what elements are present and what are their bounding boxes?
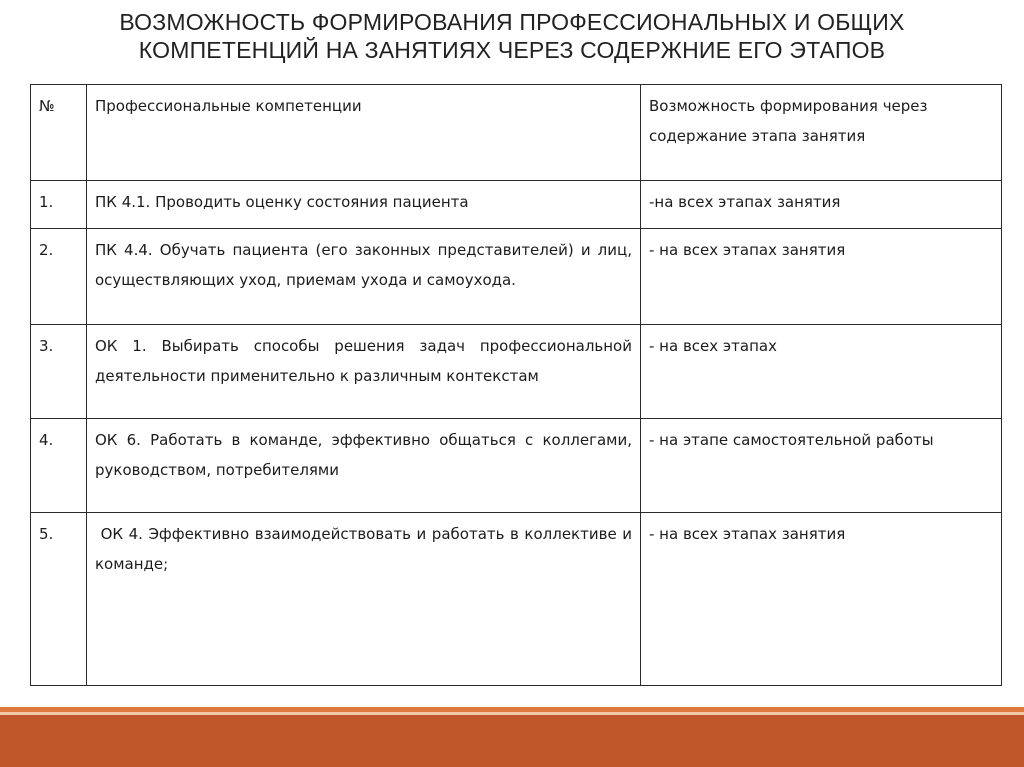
table-row [31,229,1002,325]
slide-title-line-1: ВОЗМОЖНОСТЬ ФОРМИРОВАНИЯ ПРОФЕССИОНАЛЬНЫХ И ОБЩИХ [119,9,905,35]
row-num: 5. [31,513,87,686]
row-competence: ОК 6. Работать в команде, эффективно общаться с коллегами, руководством, потребителями [87,419,641,513]
row-competence: ПК 4.1. Проводить оценку состояния пациента [87,181,641,229]
row-competence: ПК 4.4. Обучать пациента (его законных представителей) и лиц, осуществляющих уход, приемам ухода и самоухода. [87,229,641,325]
row-num: 2. [31,229,87,325]
header-competence: Профессиональные компетенции [87,85,641,181]
row-possibility: - на этапе самостоятельной работы [641,419,1002,513]
row-competence: ОК 4. Эффективно взаимодействовать и работать в коллективе и команде; [87,513,641,686]
row-possibility: - на всех этапах занятия [641,513,1002,686]
row-possibility: - на всех этапах занятия [641,229,1002,325]
row-num: 4. [31,419,87,513]
row-num: 1. [31,181,87,229]
table-header-row [31,85,1002,181]
row-competence: ОК 1. Выбирать способы решения задач профессиональной деятельности применительно к различным контекстам [87,325,641,419]
table-row [31,513,1002,686]
slide-title [0,8,1024,64]
row-num: 3. [31,325,87,419]
row-possibility: -на всех этапах занятия [641,181,1002,229]
header-possibility: Возможность формирования через содержание этапа занятия [641,85,1002,181]
competence-table [30,84,1002,686]
competence-table-container [30,84,1001,687]
footer-accent-highlight [0,712,1024,715]
table-row [31,325,1002,419]
slide-title-line-2: КОМПЕТЕНЦИЙ НА ЗАНЯТИЯХ ЧЕРЕЗ СОДЕРЖНИЕ ЕГО ЭТАПОВ [138,37,886,63]
row-possibility: - на всех этапах [641,325,1002,419]
header-num: № [31,85,87,181]
footer-accent-band [0,707,1024,767]
table-row [31,419,1002,513]
table-row [31,181,1002,229]
